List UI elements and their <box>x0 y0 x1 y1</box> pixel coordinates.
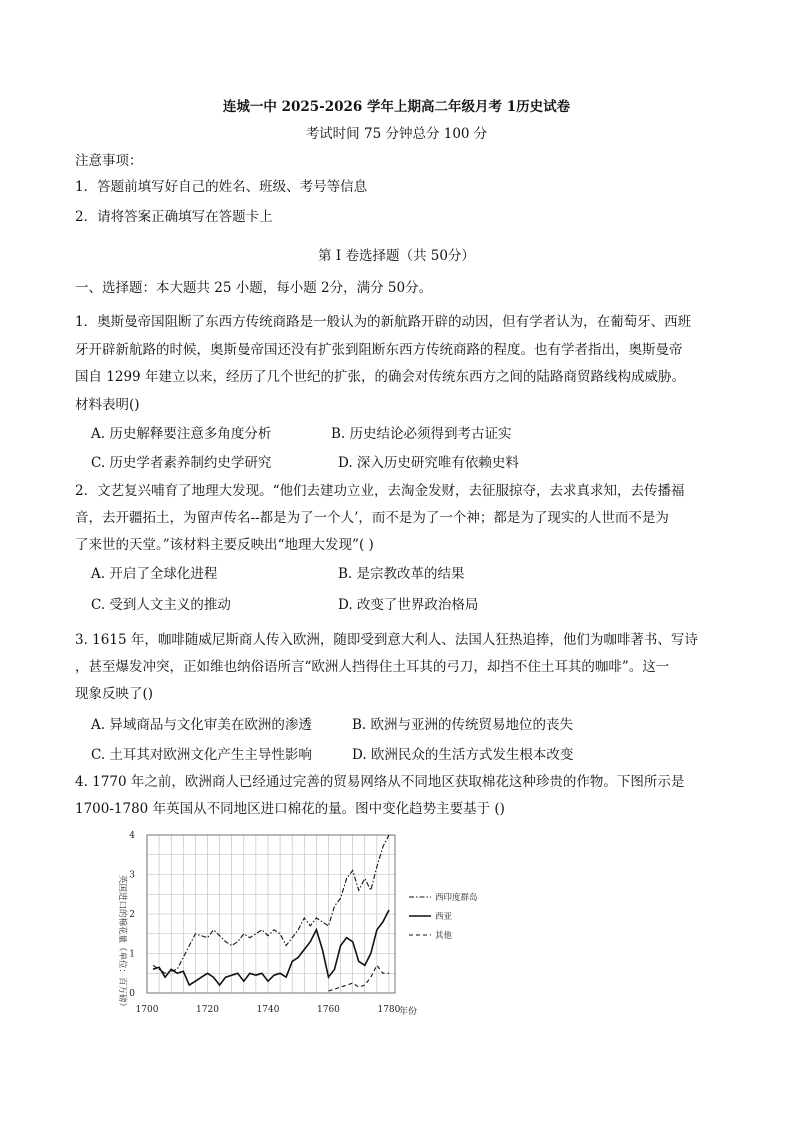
question-4-line-1: 4. 1770 年之前，欧洲商人已经通过完善的贸易网络从不同地区获取棉花这种珍贵的作物。下图所示是 <box>75 774 685 790</box>
x-tick-label: 1760 <box>317 1005 340 1015</box>
question-3-option-a: A. 异域商品与文化审美在欧洲的渗透 <box>91 717 312 733</box>
question-1-line-1: 1．奥斯曼帝国阻断了东西方传统商路是一般认为的新航路开辟的动因，但有学者认为，在葡萄牙、西班 <box>75 314 692 330</box>
y-tick-label: 2 <box>129 910 135 920</box>
question-3-line-3: 现象反映了() <box>75 686 154 702</box>
series-line-2 <box>153 910 389 985</box>
y-tick-label: 0 <box>129 989 135 999</box>
question-1-option-c: C. 历史学者素养制约史学研究 <box>91 455 272 471</box>
chart-axes <box>129 831 400 1015</box>
series-line-3 <box>329 965 390 991</box>
section-intro: 一、选择题：本大题共 25 小题，每小题 2分，满分 50分。 <box>75 280 433 296</box>
y-tick-label: 3 <box>129 870 135 881</box>
question-3-option-b: B. 欧洲与亚洲的传统贸易地位的丧失 <box>352 717 574 733</box>
notice-heading: 注意事项： <box>75 153 143 169</box>
chart-grid <box>147 835 395 993</box>
question-2-option-d: D. 改变了世界政治格局 <box>338 597 479 613</box>
x-tick-label: 1700 <box>135 1005 159 1015</box>
question-3-line-2: ，甚至爆发冲突，正如维也纳俗语所言“欧洲人挡得住土耳其的弓刀，却挡不住土耳其的咖啡”。这一 <box>75 659 670 675</box>
question-2-line-1: 2．文艺复兴哺育了地理大发现。“他们去建功立业，去淘金发财，去征服掠夺，去求真求知，去传播福 <box>75 483 685 499</box>
chart-series <box>153 835 389 991</box>
question-1-line-3: 国自 1299 年建立以来，经历了几个世纪的扩张，的确会对传统东西方之间的陆路商贸路线构成威胁。 <box>75 369 685 385</box>
question-4-line-2: 1700-1780 年英国从不同地区进口棉花的量。图中变化趋势主要基于 () <box>75 801 505 817</box>
legend-label-3: 其他 <box>435 931 453 941</box>
x-tick-label: 1740 <box>256 1005 280 1015</box>
legend-label-1: 西印度群岛 <box>435 893 478 903</box>
question-2-option-a: A. 开启了全球化进程 <box>91 566 218 582</box>
question-2-line-3: 了来世的天堂。”该材料主要反映出“地理大发现”( ) <box>75 537 374 553</box>
legend-label-2: 西亚 <box>435 912 453 922</box>
y-tick-label: 1 <box>129 949 135 960</box>
series-line-1 <box>153 835 389 973</box>
section-title: 第 I 卷选择题（共 50分） <box>318 248 475 264</box>
question-1-line-4: 材料表明() <box>75 397 140 413</box>
question-2-option-b: B. 是宗教改革的结果 <box>338 566 465 582</box>
question-2-option-c: C. 受到人文主义的推动 <box>91 597 231 613</box>
exam-subtitle: 考试时间 75 分钟总分 100 分 <box>305 126 488 142</box>
y-axis-label: 英国进口的棉花量（单位：百万磅） <box>117 875 127 1012</box>
page-title: 连城一中 2025-2026 学年上期高二年级月考 1历史试卷 <box>222 99 571 115</box>
cotton-import-chart <box>115 825 495 1025</box>
chart-legend <box>409 892 478 941</box>
x-axis-label: 年份 <box>399 1007 418 1017</box>
question-1-option-a: A. 历史解释要注意多角度分析 <box>91 426 272 442</box>
notice-item-2: 2．请将答案正确填写在答题卡上 <box>75 209 273 225</box>
question-1-line-2: 牙开辟新航路的时候，奥斯曼帝国还没有扩张到阻断东西方传统商路的程度。也有学者指出，奥斯曼帝 <box>75 342 683 358</box>
question-3-line-1: 3. 1615 年，咖啡随威尼斯商人传入欧洲，随即受到意大利人、法国人狂热追捧，他们为咖啡著书、写诗 <box>75 632 698 648</box>
question-3-option-d: D. 欧洲民众的生活方式发生根本改变 <box>352 747 574 763</box>
question-1-option-d: D. 深入历史研究唯有依赖史料 <box>338 455 519 471</box>
x-tick-label: 1720 <box>196 1005 219 1015</box>
question-1-option-b: B. 历史结论必须得到考古证实 <box>331 426 512 442</box>
question-3-option-c: C. 土耳其对欧洲文化产生主导性影响 <box>91 747 312 763</box>
x-tick-label: 1780 <box>377 1005 401 1015</box>
question-2-line-2: 音，去开疆拓土，为留声传名--都是为了一个人’，而不是为了一个神；都是为了现实的人世而不是为 <box>75 510 669 526</box>
y-tick-label: 4 <box>129 831 135 841</box>
notice-item-1: 1．答题前填写好自己的姓名、班级、考号等信息 <box>75 179 368 195</box>
